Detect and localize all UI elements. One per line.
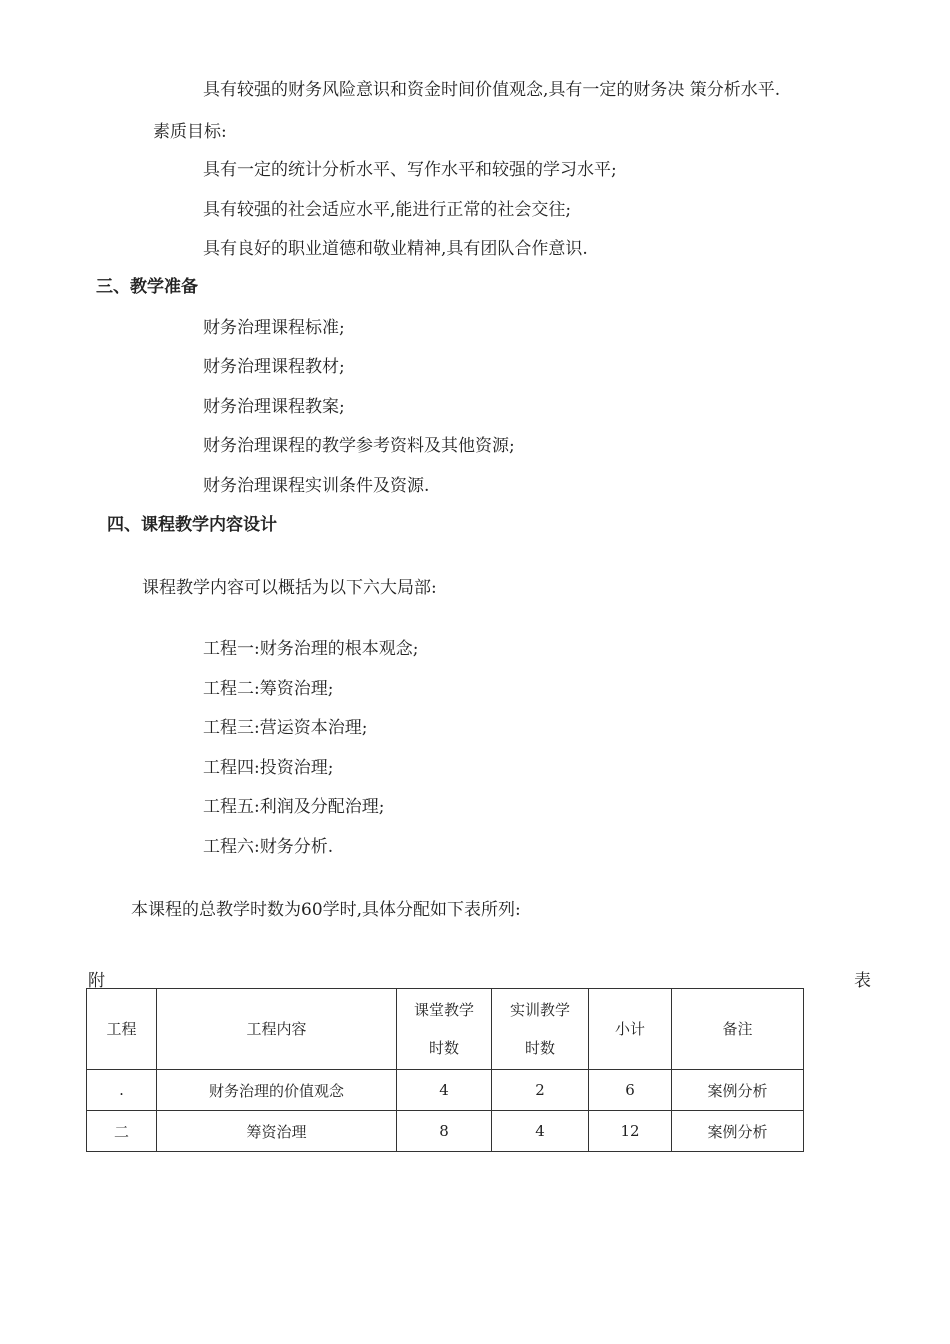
cell-note: 案例分析 <box>672 1070 804 1111</box>
project-item: 工程一:财务治理的根本观念; <box>203 639 419 659</box>
section-heading-teaching-preparation: 三、教学准备 <box>96 277 198 297</box>
cell-class-hours: 4 <box>397 1070 492 1111</box>
project-item: 工程四:投资治理; <box>203 758 334 778</box>
header-class-hours <box>397 989 492 1070</box>
cell-content: 财务治理的价值观念 <box>157 1070 397 1111</box>
cell-class-hours: 8 <box>397 1111 492 1152</box>
header-class-hours-line1: 课堂教学 <box>413 1001 474 1019</box>
header-class-hours-line2: 时数 <box>428 1039 459 1057</box>
project-item: 工程三:营运资本治理; <box>203 718 368 738</box>
content-intro: 课程教学内容可以概括为以下六大局部: <box>142 578 437 598</box>
quality-objectives-title: 素质目标: <box>153 122 227 142</box>
header-content: 工程内容 <box>157 989 397 1070</box>
hours-allocation-table <box>86 988 804 1152</box>
table-caption-left: 附 <box>88 971 105 991</box>
preparation-item: 财务治理课程教案; <box>203 397 345 417</box>
preparation-item: 财务治理课程标准; <box>203 318 345 338</box>
quality-item: 具有良好的职业道德和敬业精神,具有团队合作意识. <box>203 239 588 259</box>
cell-subtotal: 6 <box>589 1070 672 1111</box>
cell-practice-hours: 4 <box>492 1111 589 1152</box>
cell-project: 二 <box>87 1111 157 1152</box>
cell-practice-hours: 2 <box>492 1070 589 1111</box>
project-item: 工程六:财务分析. <box>203 837 334 857</box>
header-practice-hours <box>492 989 589 1070</box>
header-note: 备注 <box>672 989 804 1070</box>
cell-note: 案例分析 <box>672 1111 804 1152</box>
preparation-item: 财务治理课程实训条件及资源. <box>203 476 430 496</box>
table-header-row <box>87 989 804 1070</box>
header-practice-hours-line2: 时数 <box>524 1039 555 1057</box>
cell-subtotal: 12 <box>589 1111 672 1152</box>
hours-summary: 本课程的总教学时数为60学时,具体分配如下表所列: <box>131 900 521 920</box>
header-project: 工程 <box>87 989 157 1070</box>
preparation-item: 财务治理课程教材; <box>203 357 345 377</box>
project-item: 工程二:筹资治理; <box>203 679 334 699</box>
table-row <box>87 1111 804 1152</box>
cell-project: . <box>87 1070 157 1111</box>
cell-content: 筹资治理 <box>157 1111 397 1152</box>
ability-objective-line: 具有较强的财务风险意识和资金时间价值观念,具有一定的财务决 策分析水平. <box>203 80 781 100</box>
header-practice-hours-line1: 实训教学 <box>509 1001 570 1019</box>
project-item: 工程五:利润及分配治理; <box>203 797 385 817</box>
section-heading-content-design: 四、课程教学内容设计 <box>107 515 277 535</box>
quality-item: 具有较强的社会适应水平,能进行正常的社会交往; <box>203 200 572 220</box>
table-row <box>87 1070 804 1111</box>
header-subtotal: 小计 <box>589 989 672 1070</box>
preparation-item: 财务治理课程的教学参考资料及其他资源; <box>203 436 515 456</box>
table-caption-right: 表 <box>854 971 871 991</box>
quality-item: 具有一定的统计分析水平、写作水平和较强的学习水平; <box>203 160 617 180</box>
